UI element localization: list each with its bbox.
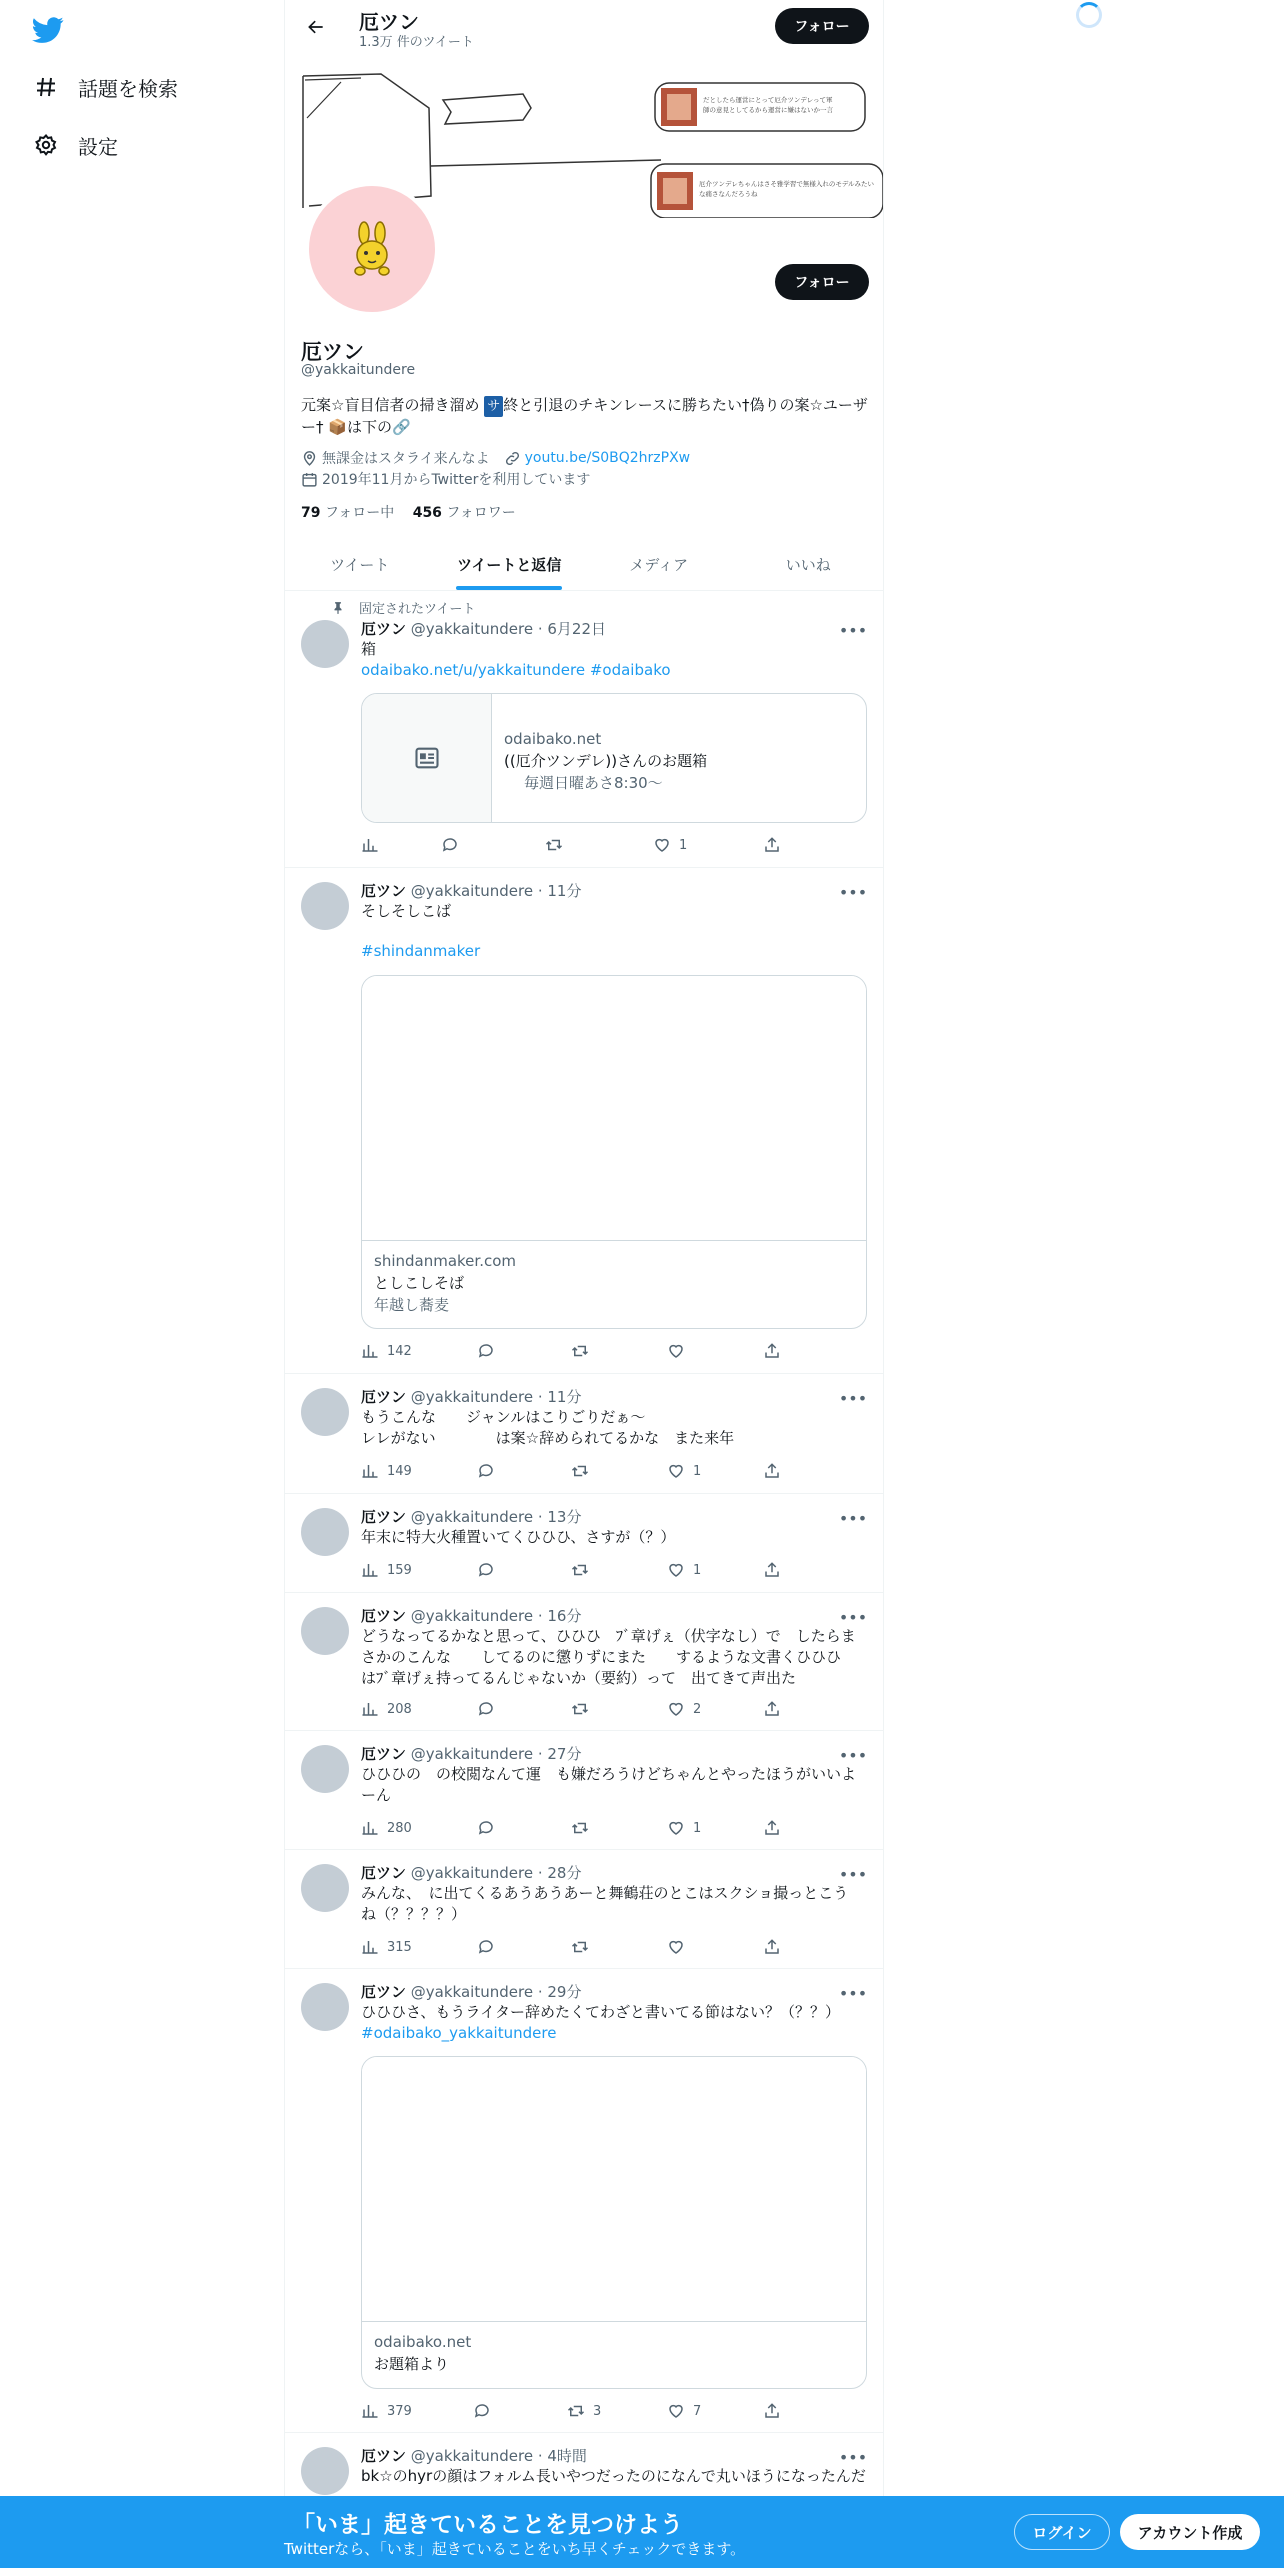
tweet-text-line: もうこんな ジャンルはこりごりだぁ〜 <box>361 1408 646 1426</box>
share-icon <box>763 1462 781 1480</box>
svg-text:厄介ツンデレちゃんはさそ雅学習で無様入れのモデルみたい: 厄介ツンデレちゃんはさそ雅学習で無様入れのモデルみたい <box>699 180 875 188</box>
views-icon <box>361 1342 379 1360</box>
tweet-time[interactable]: · 11分 <box>537 1388 582 1406</box>
tweet-header <box>361 1506 581 1527</box>
following-link[interactable] <box>301 505 394 521</box>
link-card[interactable] <box>361 975 867 1329</box>
signup-banner-title: 「いま」起きていることを見つけよう <box>292 2512 683 2538</box>
tab-tweets-and-replies[interactable]: ツイートと返信 <box>435 538 585 590</box>
tweet-text: bk☆のhyrの顔はフォルム長いやつだったのになんで丸いほうになったんだ <box>361 2467 866 2485</box>
more-options-icon[interactable]: ••• <box>838 1864 868 1884</box>
reply-button[interactable] <box>477 1462 495 1480</box>
retweet-button[interactable] <box>571 1819 597 1837</box>
pin-icon <box>331 601 345 615</box>
tweet-handle: @yakkaitundere <box>410 1864 534 1882</box>
views-icon <box>361 1819 379 1837</box>
nav-explore-label: 話題を検索 <box>78 76 178 101</box>
tweet-avatar[interactable] <box>301 2447 349 2495</box>
pinned-text: 固定されたツイート <box>359 602 476 617</box>
retweet-button[interactable] <box>571 1700 597 1718</box>
profile-header-bar <box>285 0 883 53</box>
views-count: 280 <box>387 1820 412 1836</box>
profile-follow-stats <box>301 502 516 522</box>
more-options-icon[interactable]: ••• <box>838 2447 868 2467</box>
card-domain: shindanmaker.com <box>374 1252 516 1270</box>
tweet-header <box>361 1981 581 2002</box>
card-media <box>362 976 866 1241</box>
gear-icon <box>32 131 60 159</box>
tab-media[interactable]: メディア <box>629 555 689 574</box>
tweet-actions <box>361 836 781 858</box>
tweet-author-name[interactable]: 厄ツン <box>361 1745 407 1763</box>
tweet[interactable] <box>285 868 883 1374</box>
share-button[interactable] <box>763 1819 781 1837</box>
tweet-text-line: ね（？？？？） <box>361 1905 467 1923</box>
reply-icon <box>477 1561 495 1579</box>
heart-icon <box>667 1700 685 1718</box>
tweet-actions <box>361 1938 781 1960</box>
tweet-avatar[interactable] <box>301 1983 349 2031</box>
article-icon <box>362 694 492 822</box>
tweet-hashtags <box>361 2023 871 2044</box>
tweet-avatar[interactable] <box>301 1745 349 1793</box>
tweet-header <box>361 1386 581 1407</box>
card-domain: odaibako.net <box>504 730 602 748</box>
retweet-button[interactable] <box>571 1462 597 1480</box>
share-icon <box>763 1700 781 1718</box>
bio-text-end: 終と引退のチキンレースに勝ちたい†偽りの案☆ユーザー† 📦は下の🔗 <box>301 396 868 436</box>
profile-location: 無課金はスタライ来んなよ <box>322 451 490 467</box>
tab-likes[interactable]: いいね <box>785 555 831 574</box>
tweet-time[interactable]: · 6月22日 <box>537 620 606 638</box>
tweet-actions <box>361 1561 781 1583</box>
tweet-author-name[interactable]: 厄ツン <box>361 1864 407 1882</box>
views-button[interactable] <box>361 1462 412 1480</box>
heart-icon <box>667 1462 685 1480</box>
like-count: 1 <box>693 1820 702 1836</box>
tweet-author-name[interactable]: 厄ツン <box>361 620 407 638</box>
tweet-link[interactable]: odaibako.net/u/yakkaitundere #odaibako <box>361 661 671 679</box>
card-info <box>374 1250 516 1316</box>
card-title: ((厄介ツンデレ))さんのお題箱 <box>504 752 708 770</box>
location-pin-icon <box>301 450 318 467</box>
tweet-text-line: さかのこんな してるのに懲りずにまた するような文書くひひひ <box>361 1648 842 1666</box>
tweet-text <box>361 1626 871 1689</box>
loading-spinner-icon <box>1076 2 1102 28</box>
tweet-handle: @yakkaitundere <box>410 1508 534 1526</box>
card-info <box>504 728 707 794</box>
tweet-time[interactable]: · 4時間 <box>537 2447 587 2465</box>
heart-icon <box>667 1819 685 1837</box>
followers-count: 456 <box>412 505 442 521</box>
tweet[interactable] <box>285 1731 883 1850</box>
profile-website-link[interactable]: youtu.be/S0BQ2hrzPXw <box>524 450 691 466</box>
tweet-text <box>361 1764 871 1806</box>
card-description: 年越し蕎麦 <box>374 1296 450 1314</box>
more-options-icon[interactable]: ••• <box>838 882 868 902</box>
tweet-handle: @yakkaitundere <box>410 1388 534 1406</box>
tweet-text-line: どうなってるかなと思って、ひひひ ﾌﾞ章げぇ（伏字なし）で したらま <box>361 1627 856 1645</box>
header-follow-button[interactable]: フォロー <box>775 8 869 44</box>
create-account-button[interactable]: アカウント作成 <box>1120 2514 1260 2550</box>
views-count: 142 <box>387 1343 412 1359</box>
views-button[interactable] <box>361 1561 412 1579</box>
tweet-text-line: レレがない は案☆辞められてるかな また来年 <box>361 1429 735 1447</box>
more-options-icon[interactable]: ••• <box>838 1388 868 1408</box>
like-button[interactable] <box>667 1342 693 1360</box>
hashtag-link[interactable]: #odaibako_yakkaitundere <box>361 2024 557 2042</box>
tweet-author-name[interactable]: 厄ツン <box>361 1983 407 2001</box>
card-media <box>362 2057 866 2322</box>
like-button[interactable] <box>667 1819 701 1837</box>
tweet-handle: @yakkaitundere <box>410 1983 534 2001</box>
like-button[interactable] <box>667 1462 701 1480</box>
reply-icon <box>477 1700 495 1718</box>
views-button[interactable] <box>361 2402 412 2420</box>
reply-button[interactable] <box>477 1342 495 1360</box>
signup-banner-subtitle: Twitterなら、「いま」起きていることをいち早くチェックできます。 <box>284 2540 746 2558</box>
views-icon <box>361 1700 379 1718</box>
reply-button[interactable] <box>477 1700 495 1718</box>
tweet-avatar[interactable] <box>301 1607 349 1655</box>
signup-banner <box>0 2496 1284 2568</box>
tweet-author-name[interactable]: 厄ツン <box>361 1388 407 1406</box>
tweet-author-name[interactable]: 厄ツン <box>361 1508 407 1526</box>
nav-explore[interactable] <box>32 67 178 107</box>
reply-button[interactable] <box>473 2402 491 2420</box>
tweet-text <box>361 1883 871 1925</box>
tweet-header <box>361 618 606 639</box>
back-arrow-icon[interactable] <box>301 12 331 42</box>
tweet-handle: @yakkaitundere <box>410 1745 534 1763</box>
tweet-hashtags <box>361 941 871 962</box>
profile-name: 厄ツン <box>301 340 364 364</box>
header-name: 厄ツン <box>359 10 419 34</box>
like-button[interactable] <box>667 2402 701 2420</box>
views-count: 315 <box>387 1939 412 1955</box>
twitter-bird-icon[interactable] <box>32 14 64 46</box>
share-icon <box>763 2402 781 2420</box>
views-count: 208 <box>387 1701 412 1717</box>
retweet-icon <box>571 1462 589 1480</box>
more-options-icon[interactable]: ••• <box>838 1607 868 1627</box>
share-icon <box>763 1342 781 1360</box>
views-button[interactable] <box>361 1700 412 1718</box>
views-button[interactable] <box>361 836 387 854</box>
like-button[interactable] <box>667 1561 701 1579</box>
reply-button[interactable] <box>477 1938 495 1956</box>
hashtag-icon <box>32 73 60 101</box>
views-count: 159 <box>387 1562 412 1578</box>
views-icon <box>361 836 379 854</box>
tweet-handle: @yakkaitundere <box>410 620 534 638</box>
header-tweet-count: 1.3万 件のツイート <box>359 35 474 50</box>
profile-tabs <box>285 538 883 591</box>
tweet-time[interactable]: · 29分 <box>537 1983 582 2001</box>
tweet[interactable] <box>285 1494 883 1593</box>
heart-icon <box>667 2402 685 2420</box>
svg-text:な痛さなんだろうね: な痛さなんだろうね <box>699 190 758 198</box>
more-options-icon[interactable]: ••• <box>838 1745 868 1765</box>
svg-text:師の意見としてるから運営に嫌はないか一言: 師の意見としてるから運営に嫌はないか一言 <box>703 106 833 114</box>
retweet-button[interactable] <box>545 836 571 854</box>
tweet-handle: @yakkaitundere <box>410 1607 534 1625</box>
followers-link[interactable] <box>413 505 516 521</box>
tweet-handle: @yakkaitundere <box>410 882 534 900</box>
nav-settings[interactable] <box>32 125 118 165</box>
tweet-author-name[interactable]: 厄ツン <box>361 1607 407 1625</box>
tweet-header <box>361 1862 581 1883</box>
share-button[interactable] <box>763 836 781 854</box>
views-count: 379 <box>387 2403 412 2419</box>
nav-settings-label: 設定 <box>78 134 118 159</box>
card-info <box>374 2331 471 2375</box>
views-icon <box>361 1561 379 1579</box>
profile-avatar[interactable] <box>305 182 439 316</box>
more-options-icon[interactable]: ••• <box>838 1983 868 2003</box>
reply-icon <box>477 1938 495 1956</box>
heart-icon <box>667 1938 685 1956</box>
like-button[interactable] <box>667 1938 693 1956</box>
tweet-handle: @yakkaitundere <box>410 2447 534 2465</box>
retweet-button[interactable] <box>571 1938 597 1956</box>
tweet-header <box>361 2445 587 2466</box>
reply-button[interactable] <box>477 1561 495 1579</box>
heart-icon <box>653 836 671 854</box>
tweet[interactable] <box>285 1850 883 1969</box>
tweet-text-line: ひひひの の校閲なんて運 も嫌だろうけどちゃんとやったほうがいいよ <box>361 1765 857 1783</box>
tweet-avatar[interactable] <box>301 1388 349 1436</box>
link-card[interactable] <box>361 2056 867 2389</box>
tweet-actions <box>361 1819 781 1841</box>
more-options-icon[interactable]: ••• <box>838 620 868 640</box>
like-count: 1 <box>693 1463 702 1479</box>
share-button[interactable] <box>763 1561 781 1579</box>
tweet[interactable] <box>285 592 883 868</box>
tweet[interactable] <box>285 1969 883 2433</box>
tweet-text: そしそしこば <box>361 902 452 920</box>
more-options-icon[interactable]: ••• <box>838 1508 868 1528</box>
tweet-text-line: みんな、 に出てくるあうあうあーと舞鶴荘のとこはスクショ撮っとこう <box>361 1884 849 1902</box>
tweet-avatar[interactable] <box>301 620 349 668</box>
reply-icon <box>477 1342 495 1360</box>
hashtag-link[interactable]: #shindanmaker <box>361 942 481 960</box>
share-button[interactable] <box>763 1462 781 1480</box>
heart-icon <box>667 1561 685 1579</box>
share-icon <box>763 1561 781 1579</box>
tweet-text: 年末に特大火種置いてくひひひ、さすが（？） <box>361 1528 676 1546</box>
like-count: 1 <box>693 1562 702 1578</box>
profile-handle: @yakkaitundere <box>301 362 416 378</box>
retweet-count: 3 <box>593 2403 602 2419</box>
views-button[interactable] <box>361 1342 412 1360</box>
like-count: 2 <box>693 1701 702 1717</box>
views-button[interactable] <box>361 1938 412 1956</box>
tweet-links <box>361 660 871 681</box>
tweet-avatar[interactable] <box>301 882 349 930</box>
tweet[interactable] <box>285 1593 883 1731</box>
tweet-header <box>361 1743 581 1764</box>
views-icon <box>361 1462 379 1480</box>
card-title: としこしそば <box>374 1274 465 1292</box>
profile-follow-button[interactable]: フォロー <box>775 264 869 300</box>
like-count: 7 <box>693 2403 702 2419</box>
retweet-icon <box>571 1561 589 1579</box>
tweet-author-name[interactable]: 厄ツン <box>361 2447 407 2465</box>
reply-icon <box>477 1819 495 1837</box>
card-domain: odaibako.net <box>374 2333 472 2351</box>
tweet-actions <box>361 1700 781 1722</box>
reply-icon <box>441 836 459 854</box>
pinned-label <box>331 598 475 617</box>
reply-button[interactable] <box>477 1819 495 1837</box>
reply-icon <box>477 1462 495 1480</box>
tweet-text-line: はﾌﾞ章げぇ持ってるんじゃないか（要約）って 出てきて声出た <box>361 1669 797 1687</box>
tweet-text: ひひひさ、もうライター辞めたくてわざと書いてる節はない？（？？） <box>361 2003 840 2021</box>
retweet-icon <box>571 1342 589 1360</box>
tweet-author-name[interactable]: 厄ツン <box>361 882 407 900</box>
share-button[interactable] <box>763 1938 781 1956</box>
link-card[interactable] <box>361 693 867 823</box>
share-icon <box>763 1938 781 1956</box>
tweet-header <box>361 880 581 901</box>
tweet-actions <box>361 1462 781 1484</box>
tweet-time[interactable]: · 27分 <box>537 1745 582 1763</box>
retweet-icon <box>571 1819 589 1837</box>
views-button[interactable] <box>361 1819 412 1837</box>
retweet-icon <box>571 1938 589 1956</box>
bio-text-start: 元案☆盲目信者の掃き溜め <box>301 396 485 414</box>
tweet-avatar[interactable] <box>301 1864 349 1912</box>
share-button[interactable] <box>763 1700 781 1718</box>
tweet-actions <box>361 1342 781 1364</box>
tweet-text <box>361 1407 871 1449</box>
following-count: 79 <box>301 505 321 521</box>
card-description: 毎週日曜あさ8:30〜 <box>524 774 663 792</box>
tweet-header <box>361 1605 581 1626</box>
reply-button[interactable] <box>441 836 459 854</box>
share-button[interactable] <box>763 1342 781 1360</box>
retweet-button[interactable] <box>571 1342 597 1360</box>
svg-text:だとしたら運営にとって厄介ツンデレって軍: だとしたら運営にとって厄介ツンデレって軍 <box>703 96 833 104</box>
link-icon <box>504 450 521 467</box>
retweet-icon <box>567 2402 585 2420</box>
reply-icon <box>473 2402 491 2420</box>
retweet-button[interactable] <box>567 2402 601 2420</box>
profile-meta-row <box>301 448 690 468</box>
retweet-icon <box>545 836 563 854</box>
share-icon <box>763 1819 781 1837</box>
like-count: 1 <box>679 837 688 853</box>
share-icon <box>763 836 781 854</box>
retweet-icon <box>571 1700 589 1718</box>
tweet-avatar[interactable] <box>301 1508 349 1556</box>
calendar-icon <box>301 471 318 488</box>
main-column <box>284 0 884 2568</box>
heart-icon <box>667 1342 685 1360</box>
views-icon <box>361 1938 379 1956</box>
tweet-text-line: ーん <box>361 1786 392 1804</box>
tweet[interactable] <box>285 1374 883 1494</box>
tweet-text: 箱 <box>361 640 377 658</box>
tab-tweets[interactable]: ツイート <box>330 555 390 574</box>
views-icon <box>361 2402 379 2420</box>
tweet-actions <box>361 2402 781 2424</box>
tweet-time[interactable]: · 28分 <box>537 1864 582 1882</box>
like-button[interactable] <box>667 1700 701 1718</box>
followers-label: フォロワー <box>446 505 516 521</box>
profile-joined-row <box>301 469 590 489</box>
retweet-button[interactable] <box>571 1561 597 1579</box>
following-label: フォロー中 <box>324 505 395 521</box>
share-button[interactable] <box>763 2402 781 2420</box>
login-button[interactable]: ログイン <box>1014 2514 1110 2550</box>
bio-badge: サ <box>484 396 503 417</box>
profile-bio <box>301 395 871 438</box>
tweet-time[interactable]: · 16分 <box>537 1607 582 1625</box>
profile-joined: 2019年11月からTwitterを利用しています <box>322 472 591 488</box>
tweet-time[interactable]: · 11分 <box>537 882 582 900</box>
tweet-time[interactable]: · 13分 <box>537 1508 582 1526</box>
like-button[interactable] <box>653 836 687 854</box>
views-count: 149 <box>387 1463 412 1479</box>
card-title: お題箱より <box>374 2355 450 2373</box>
